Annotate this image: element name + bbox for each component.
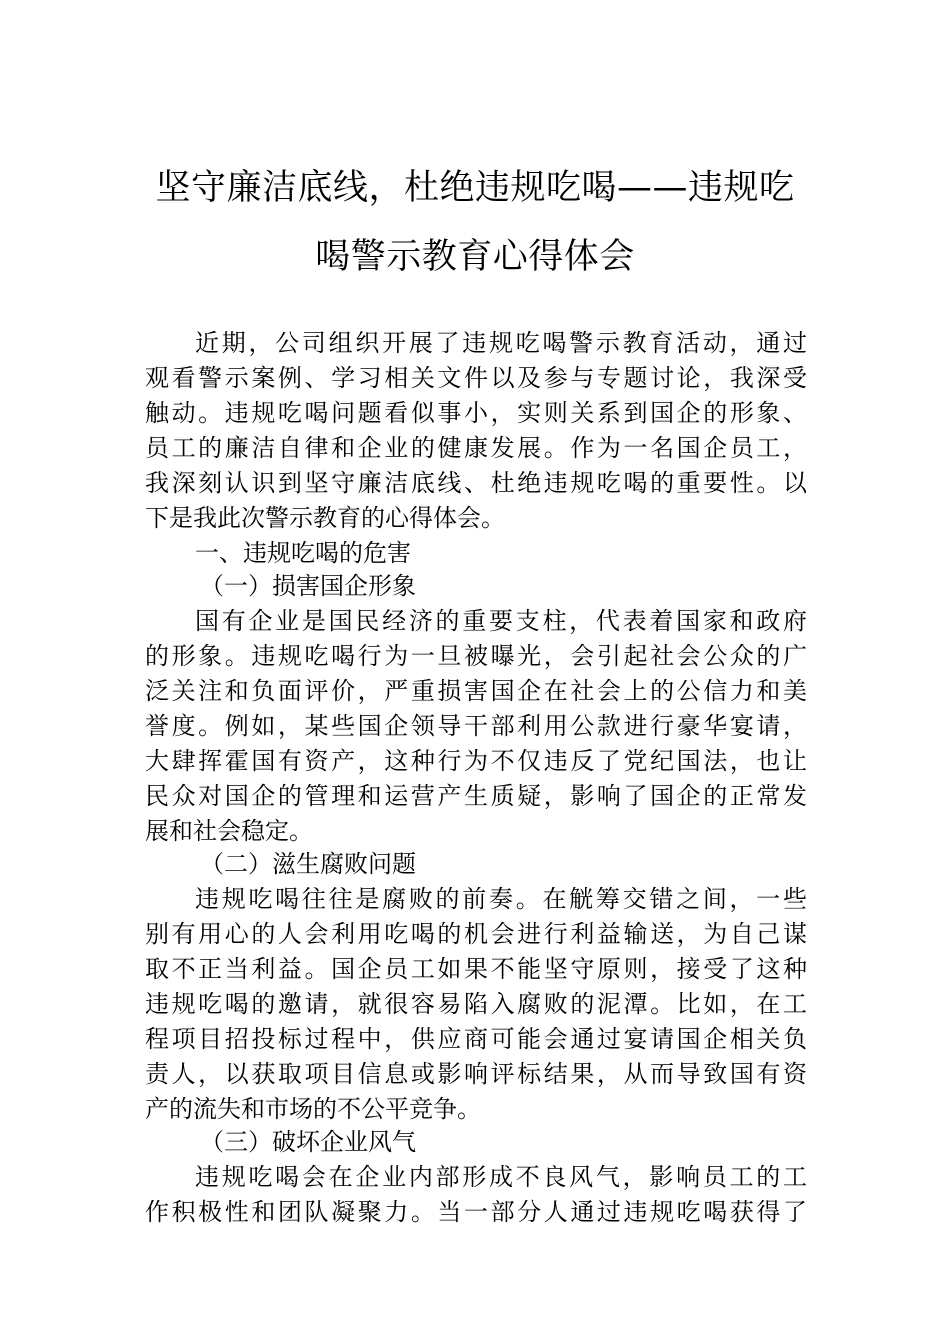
paragraph-line: 下是我此次警示教育的心得体会。 [145,504,505,532]
paragraph-line: 展和社会稳定。 [145,817,313,845]
paragraph-line: 近期，公司组织开展了违规吃喝警示教育活动，通过 [195,329,807,357]
document-title-line-2: 喝警示教育心得体会 [315,237,635,277]
paragraph-line: 违规吃喝会在企业内部形成不良风气，影响员工的工 [195,1163,807,1191]
paragraph-line: 大肆挥霍国有资产，这种行为不仅违反了党纪国法，也让 [145,747,807,775]
paragraph-line: 触动。违规吃喝问题看似事小，实则关系到国企的形象、 [145,399,807,427]
paragraph-line: 泛关注和负面评价，严重损害国企在社会上的公信力和美 [145,677,807,705]
paragraph-line: 程项目招投标过程中，供应商可能会通过宴请国企相关负 [145,1025,807,1053]
paragraph-line: 国有企业是国民经济的重要支柱，代表着国家和政府 [195,607,807,635]
document-title-line-1: 坚守廉洁底线，杜绝违规吃喝——违规吃 [155,168,795,208]
subsection-heading: （三）破坏企业风气 [200,1128,416,1156]
paragraph-line: 违规吃喝往往是腐败的前奏。在觥筹交错之间，一些 [195,885,807,913]
paragraph-line: 民众对国企的管理和运营产生质疑，影响了国企的正常发 [145,782,807,810]
paragraph-line: 责人，以获取项目信息或影响评标结果，从而导致国有资 [145,1060,807,1088]
paragraph-line: 我深刻认识到坚守廉洁底线、杜绝违规吃喝的重要性。以 [145,469,807,497]
paragraph-line: 取不正当利益。国企员工如果不能坚守原则，接受了这种 [145,955,807,983]
paragraph-line: 违规吃喝的邀请，就很容易陷入腐败的泥潭。比如，在工 [145,990,807,1018]
paragraph-line: 别有用心的人会利用吃喝的机会进行利益输送，为自己谋 [145,920,807,948]
paragraph-line: 员工的廉洁自律和企业的健康发展。作为一名国企员工， [145,434,807,462]
subsection-heading: （一）损害国企形象 [200,572,416,600]
section-heading: 一、违规吃喝的危害 [195,539,411,567]
paragraph-line: 产的流失和市场的不公平竞争。 [145,1095,481,1123]
paragraph-line: 观看警示案例、学习相关文件以及参与专题讨论，我深受 [145,364,807,392]
paragraph-line: 誉度。例如，某些国企领导干部利用公款进行豪华宴请， [145,712,807,740]
subsection-heading: （二）滋生腐败问题 [200,850,416,878]
paragraph-line: 的形象。违规吃喝行为一旦被曝光，会引起社会公众的广 [145,642,807,670]
paragraph-line: 作积极性和团队凝聚力。当一部分人通过违规吃喝获得了 [145,1198,807,1226]
